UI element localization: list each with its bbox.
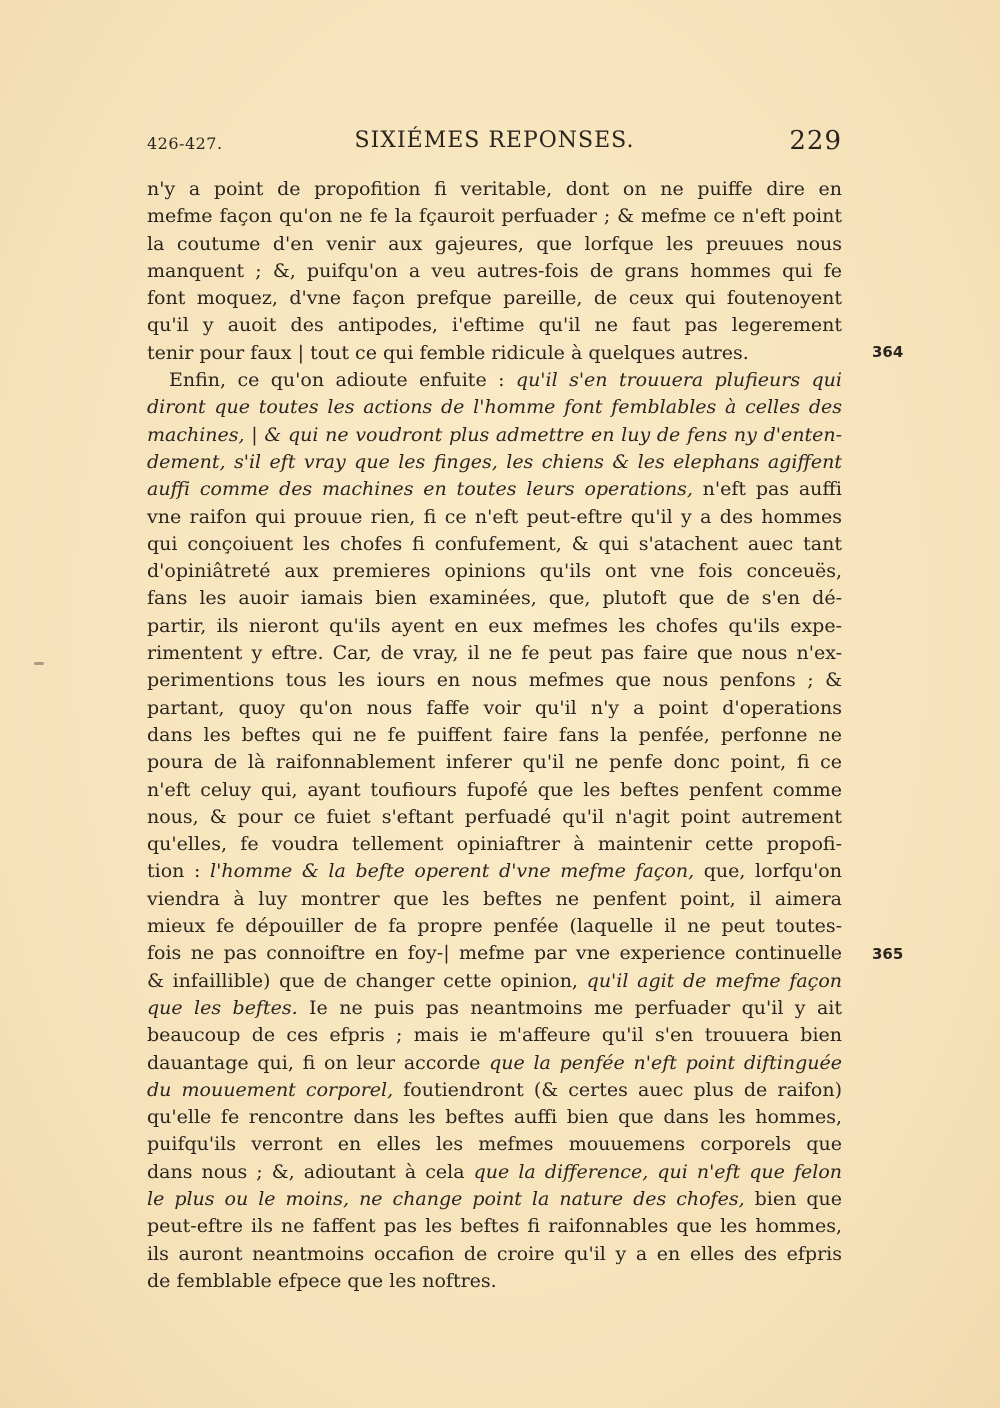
italic-text: qu'il s'en trouuera plufieurs qui	[515, 369, 842, 392]
text-line	[147, 749, 842, 776]
text-line	[147, 886, 842, 913]
text-run: rimentent y eftre. Car, de vray, il ne fe peut pas faire que nous n'ex-	[147, 642, 842, 665]
text-run: qu'elle fe rencontre dans les beftes auffi bien que dans les hommes,	[147, 1106, 842, 1129]
italic-text: l'homme & la befte operent d'vne mefme façon,	[210, 860, 695, 883]
text-run: fans les auoir iamais bien examinées, que, plutoft que de s'en dé-	[147, 587, 842, 610]
text-line	[147, 476, 842, 503]
text-run: mefme façon qu'on ne fe la fçauroit perfuader ; & mefme ce n'eft point	[147, 205, 842, 228]
text-line	[147, 695, 842, 722]
text-line	[147, 531, 842, 558]
text-line	[147, 968, 842, 995]
text-run: tion :	[147, 860, 211, 883]
page-number: 229	[789, 126, 842, 156]
text-line	[147, 1104, 842, 1131]
text-run: tenir pour faux | tout ce qui femble ridicule à quelques autres.	[147, 341, 749, 364]
text-run: |	[251, 423, 265, 446]
text-line	[147, 1213, 842, 1240]
text-line	[147, 176, 842, 203]
text-line	[147, 777, 842, 804]
text-run: dauantage qui, fi on leur accorde	[147, 1051, 490, 1074]
text-line	[147, 585, 842, 612]
text-line	[147, 1268, 842, 1295]
text-run: la coutume d'en venir aux gajeures, que lorfque les preuues nous	[147, 232, 842, 255]
text-line	[147, 258, 842, 285]
text-run: font moquez, d'vne façon prefque pareille, de ceux qui foutenoyent	[147, 287, 842, 310]
text-line	[147, 1050, 842, 1077]
text-run: ils auront neantmoins occafion de croire qu'il y a en elles des efpris	[147, 1242, 842, 1265]
italic-text: & qui ne voudront plus admettre en luy de fens ny d'enten-	[264, 423, 842, 446]
text-line	[147, 1241, 842, 1268]
text-run: foutiendront (& certes auec plus de raifon)	[393, 1078, 842, 1101]
italic-text: diront que toutes les actions de l'homme font femblables à celles des	[147, 396, 842, 419]
text-line	[147, 831, 842, 858]
text-line	[147, 940, 842, 967]
text-line	[147, 858, 842, 885]
text-line	[147, 995, 842, 1022]
text-run: qu'il y auoit des antipodes, i'eftime qu'il ne faut pas legerement	[147, 314, 842, 337]
text-line	[147, 504, 842, 531]
text-line	[147, 667, 842, 694]
text-run: viendra à luy montrer que les beftes ne penfent point, il aimera	[147, 887, 842, 910]
text-run: & infaillible) que de changer cette opinion,	[147, 969, 587, 992]
text-run: qui conçoiuent les chofes fi confufement, & qui s'atachent auec tant	[147, 532, 842, 555]
text-line	[147, 449, 842, 476]
text-run: fois ne pas connoiftre en foy-| mefme par vne experience continuelle	[147, 942, 842, 965]
text-run: bien que	[744, 1187, 842, 1210]
text-line	[147, 285, 842, 312]
text-line	[147, 1131, 842, 1158]
running-title: SIXIÉMES REPONSES.	[354, 128, 635, 153]
text-line	[147, 394, 842, 421]
italic-text: qu'il agit de mefme façon	[586, 969, 842, 992]
text-run: nous, & pour ce fuiet s'eftant perfuadé qu'il n'agit point autrement	[147, 805, 842, 828]
text-run: mieux fe dépouiller de fa propre penfée (laquelle il ne peut toutes-	[147, 915, 842, 938]
ink-speck	[34, 662, 44, 665]
text-run: Ie ne puis pas neantmoins me perfuader qu'il y ait	[297, 996, 842, 1019]
italic-text: dement, s'il eft vray que les finges, les chiens & les elephans agiffent	[147, 450, 842, 473]
text-line	[147, 613, 842, 640]
body-text	[147, 176, 842, 1295]
text-run: manquent ; &, puifqu'on a veu autres-fois de grans hommes qui fe	[147, 259, 842, 282]
text-run: Enfin, ce qu'on adioute enfuite :	[169, 369, 516, 392]
text-line	[147, 1159, 842, 1186]
italic-text: que la difference, qui n'eft que felon	[473, 1160, 842, 1183]
text-run: vne raifon qui prouue rien, fi ce n'eft peut-eftre qu'il y a des hommes	[147, 505, 842, 528]
running-header	[147, 126, 842, 162]
text-line	[147, 558, 842, 585]
text-run: d'opiniâtreté aux premieres opinions qu'ils ont vne fois conceuës,	[147, 560, 842, 583]
text-run: poura de là raifonnablement inferer qu'il ne penfe donc point, fi ce	[147, 751, 842, 774]
text-line	[147, 340, 842, 367]
text-run: dans les beftes qui ne fe puiffent faire fans la penfée, perfonne ne	[147, 723, 842, 746]
page-range: 426-427.	[147, 134, 223, 153]
text-run: puifqu'ils verront en elles les mefmes mouuemens corporels que	[147, 1133, 842, 1156]
text-run: peut-eftre ils ne faffent pas les beftes fi raifonnables que les hommes,	[147, 1215, 842, 1238]
italic-text: le plus ou le moins, ne change point la nature des chofes,	[147, 1187, 745, 1210]
text-run: partir, ils nieront qu'ils ayent en eux mefmes les chofes qu'ils expe-	[147, 614, 842, 637]
text-run: partant, quoy qu'on nous faffe voir qu'il n'y a point d'operations	[147, 696, 842, 719]
italic-text: machines,	[147, 423, 252, 446]
text-run: n'eft celuy qui, ayant toufiours fupofé que les beftes penfent comme	[147, 778, 842, 801]
margin-note: 365	[872, 945, 904, 963]
text-line	[147, 367, 842, 394]
text-line	[147, 804, 842, 831]
text-line	[147, 203, 842, 230]
italic-text: que la penfée n'eft point diftinguée	[489, 1051, 842, 1074]
text-run: perimentions tous les iours en nous mefmes que nous penfons ; &	[147, 669, 842, 692]
text-line	[147, 722, 842, 749]
text-line	[147, 422, 842, 449]
text-run: dans nous ; &, adioutant à cela	[147, 1160, 474, 1183]
text-run: que, lorfqu'on	[694, 860, 842, 883]
text-run: de femblable efpece que les noftres.	[147, 1269, 497, 1292]
text-run: n'y a point de propofition fi veritable, dont on ne puiffe dire en	[147, 178, 842, 200]
text-run: n'eft pas auffi	[692, 478, 842, 501]
italic-text: du mouuement corporel,	[147, 1078, 394, 1101]
margin-note: 364	[872, 343, 904, 361]
italic-text: que les beftes.	[147, 996, 298, 1019]
text-line	[147, 312, 842, 339]
text-line	[147, 231, 842, 258]
text-line	[147, 640, 842, 667]
text-line	[147, 1186, 842, 1213]
text-run: qu'elles, fe voudra tellement opiniaftrer à maintenir cette propofi-	[147, 833, 842, 856]
text-line	[147, 913, 842, 940]
italic-text: auffi comme des machines en toutes leurs operations,	[147, 478, 693, 501]
text-line	[147, 1022, 842, 1049]
text-line	[147, 1077, 842, 1104]
text-run: beaucoup de ces efpris ; mais ie m'affeure qu'il s'en trouuera bien	[147, 1024, 842, 1047]
